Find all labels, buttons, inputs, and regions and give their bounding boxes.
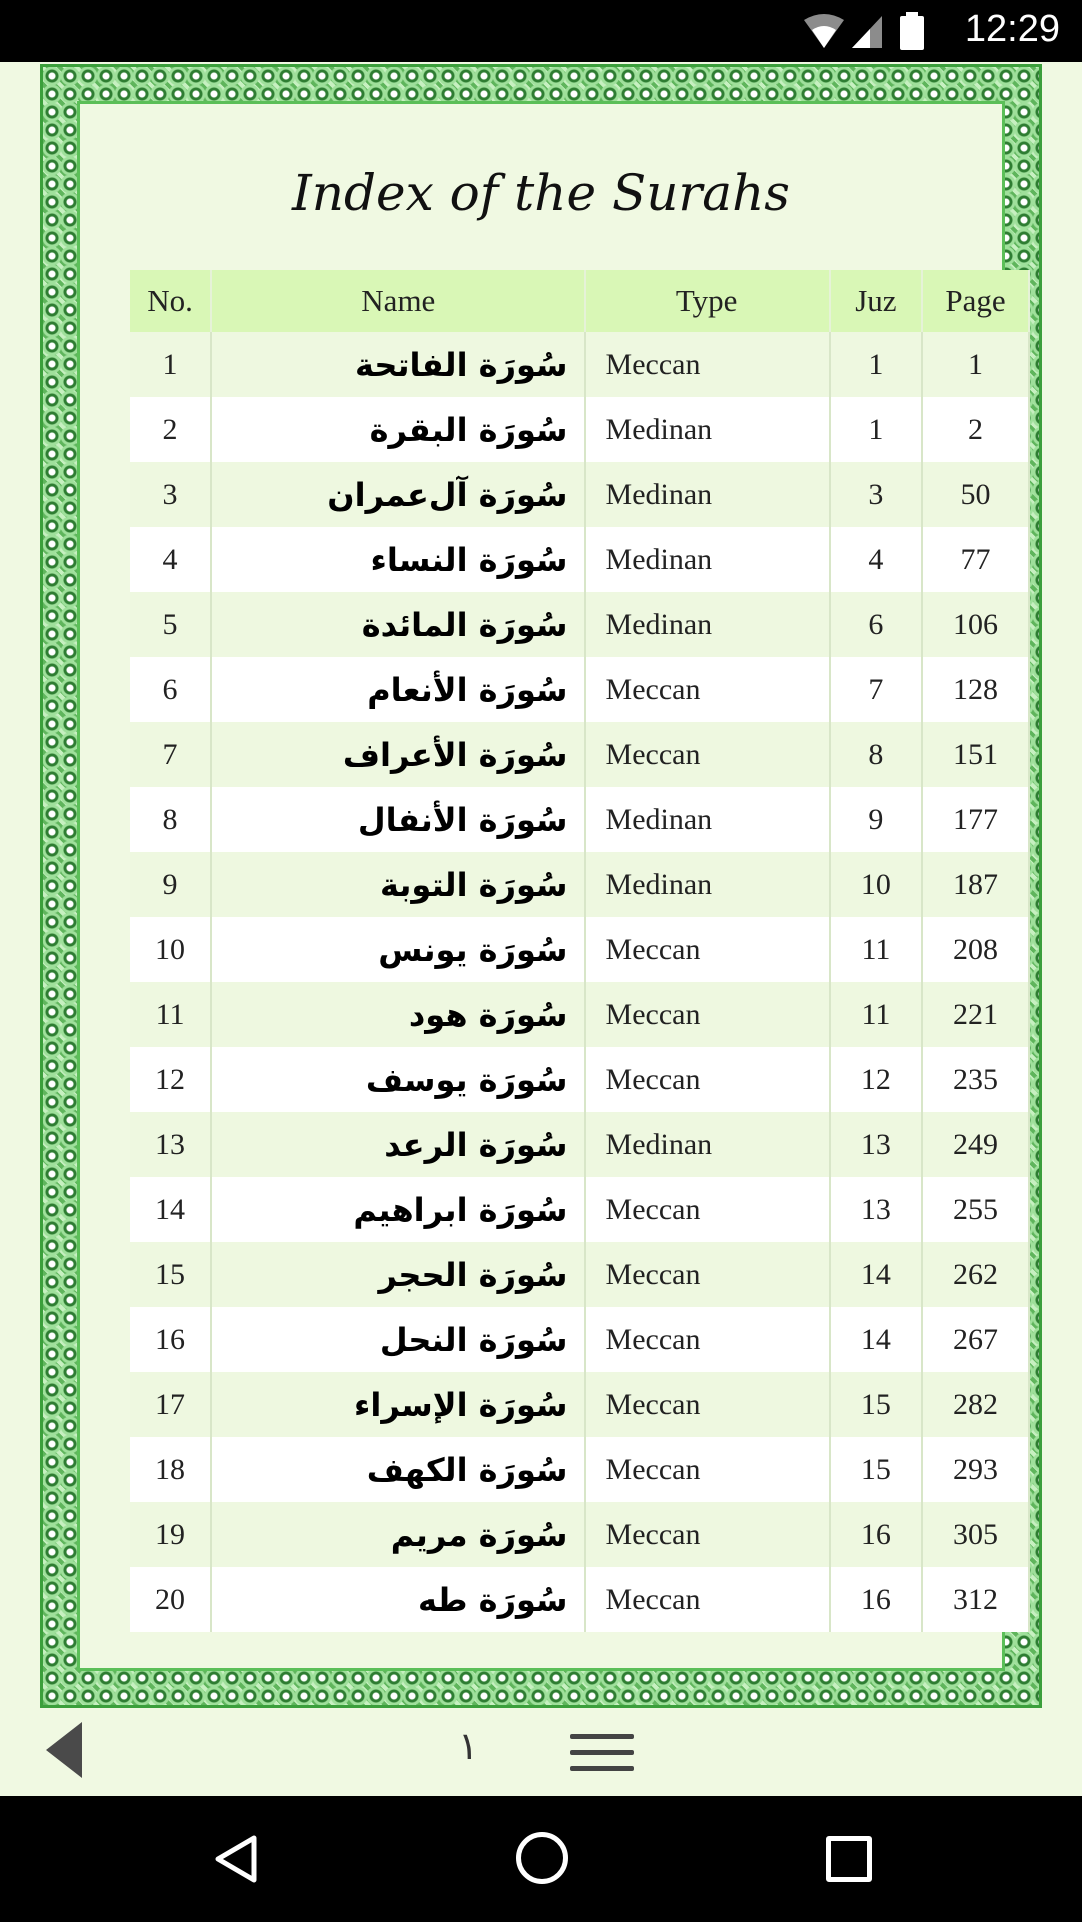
cell-page: 2 bbox=[922, 397, 1029, 462]
cell-page: 221 bbox=[922, 982, 1029, 1047]
cell-juz: 16 bbox=[830, 1502, 922, 1567]
cell-type: Meccan bbox=[585, 1177, 830, 1242]
table-row[interactable] bbox=[130, 527, 1029, 592]
cell-name: سُورَة الرعد bbox=[211, 1112, 584, 1177]
table-row[interactable] bbox=[130, 1502, 1029, 1567]
cell-juz: 11 bbox=[830, 982, 922, 1047]
column-header-type: Type bbox=[585, 270, 830, 332]
cell-juz: 6 bbox=[830, 592, 922, 657]
back-arrow-icon[interactable] bbox=[46, 1722, 82, 1778]
cell-juz: 1 bbox=[830, 397, 922, 462]
nav-recent-icon[interactable] bbox=[826, 1836, 872, 1882]
table-row[interactable] bbox=[130, 1372, 1029, 1437]
cell-no: 14 bbox=[130, 1177, 211, 1242]
cell-type: Meccan bbox=[585, 1502, 830, 1567]
table-row[interactable] bbox=[130, 917, 1029, 982]
cell-no: 18 bbox=[130, 1437, 211, 1502]
cell-type: Meccan bbox=[585, 1437, 830, 1502]
cell-type: Medinan bbox=[585, 592, 830, 657]
cell-juz: 11 bbox=[830, 917, 922, 982]
table-row[interactable] bbox=[130, 1047, 1029, 1112]
page-title: Index of the Surahs bbox=[292, 164, 790, 222]
cell-name: سُورَة المائدة bbox=[211, 592, 584, 657]
cell-type: Meccan bbox=[585, 657, 830, 722]
column-header-no: No. bbox=[130, 270, 211, 332]
cell-no: 7 bbox=[130, 722, 211, 787]
cell-no: 11 bbox=[130, 982, 211, 1047]
table-row[interactable] bbox=[130, 722, 1029, 787]
cell-name: سُورَة الحجر bbox=[211, 1242, 584, 1307]
cell-page: 255 bbox=[922, 1177, 1029, 1242]
menu-icon[interactable] bbox=[570, 1734, 634, 1774]
cell-page: 208 bbox=[922, 917, 1029, 982]
cell-type: Medinan bbox=[585, 787, 830, 852]
cell-no: 9 bbox=[130, 852, 211, 917]
cell-type: Medinan bbox=[585, 527, 830, 592]
table-row[interactable] bbox=[130, 982, 1029, 1047]
app-controls bbox=[0, 1708, 1082, 1796]
cell-type: Medinan bbox=[585, 852, 830, 917]
page-content bbox=[77, 101, 1005, 1671]
cell-name: سُورَة الأنفال bbox=[211, 787, 584, 852]
cell-juz: 4 bbox=[830, 527, 922, 592]
table-row[interactable] bbox=[130, 1242, 1029, 1307]
cell-no: 5 bbox=[130, 592, 211, 657]
status-bar bbox=[0, 0, 1082, 62]
cell-page: 293 bbox=[922, 1437, 1029, 1502]
table-row[interactable] bbox=[130, 657, 1029, 722]
nav-back-icon[interactable] bbox=[212, 1834, 258, 1884]
cell-page: 187 bbox=[922, 852, 1029, 917]
cell-no: 6 bbox=[130, 657, 211, 722]
page-number: ١ bbox=[458, 1724, 479, 1768]
cell-no: 20 bbox=[130, 1567, 211, 1632]
cell-no: 4 bbox=[130, 527, 211, 592]
nav-home-icon[interactable] bbox=[516, 1832, 568, 1884]
cell-juz: 12 bbox=[830, 1047, 922, 1112]
cell-type: Meccan bbox=[585, 1242, 830, 1307]
table-row[interactable] bbox=[130, 462, 1029, 527]
decorative-frame bbox=[40, 64, 1042, 1708]
cell-name: سُورَة يونس bbox=[211, 917, 584, 982]
cell-juz: 13 bbox=[830, 1112, 922, 1177]
cell-no: 10 bbox=[130, 917, 211, 982]
cell-type: Meccan bbox=[585, 982, 830, 1047]
cell-name: سُورَة الأعراف bbox=[211, 722, 584, 787]
cell-juz: 10 bbox=[830, 852, 922, 917]
cell-juz: 1 bbox=[830, 332, 922, 397]
cell-name: سُورَة ابراهيم bbox=[211, 1177, 584, 1242]
cell-name: سُورَة الفاتحة bbox=[211, 332, 584, 397]
cell-no: 15 bbox=[130, 1242, 211, 1307]
cell-page: 1 bbox=[922, 332, 1029, 397]
cell-page: 312 bbox=[922, 1567, 1029, 1632]
table-row[interactable] bbox=[130, 592, 1029, 657]
cell-juz: 13 bbox=[830, 1177, 922, 1242]
cell-type: Meccan bbox=[585, 917, 830, 982]
cell-name: سُورَة هود bbox=[211, 982, 584, 1047]
table-row[interactable] bbox=[130, 1307, 1029, 1372]
cell-page: 106 bbox=[922, 592, 1029, 657]
column-header-juz: Juz bbox=[830, 270, 922, 332]
cell-name: سُورَة النحل bbox=[211, 1307, 584, 1372]
table-row[interactable] bbox=[130, 1112, 1029, 1177]
cell-name: سُورَة البقرة bbox=[211, 397, 584, 462]
cell-page: 151 bbox=[922, 722, 1029, 787]
cell-type: Meccan bbox=[585, 722, 830, 787]
cell-name: سُورَة الكهف bbox=[211, 1437, 584, 1502]
cell-juz: 16 bbox=[830, 1567, 922, 1632]
table-header-row bbox=[130, 270, 1029, 332]
cell-name: سُورَة الأنعام bbox=[211, 657, 584, 722]
cell-page: 282 bbox=[922, 1372, 1029, 1437]
cell-juz: 9 bbox=[830, 787, 922, 852]
cell-name: سُورَة مريم bbox=[211, 1502, 584, 1567]
cell-type: Medinan bbox=[585, 1112, 830, 1177]
table-row[interactable] bbox=[130, 1567, 1029, 1632]
cell-type: Meccan bbox=[585, 332, 830, 397]
wifi-icon bbox=[804, 14, 844, 48]
cell-name: سُورَة الإسراء bbox=[211, 1372, 584, 1437]
table-body bbox=[130, 332, 1029, 1632]
cell-type: Meccan bbox=[585, 1567, 830, 1632]
cell-page: 77 bbox=[922, 527, 1029, 592]
cell-page: 262 bbox=[922, 1242, 1029, 1307]
cell-page: 305 bbox=[922, 1502, 1029, 1567]
table-row[interactable] bbox=[130, 1437, 1029, 1502]
status-time: 12:29 bbox=[964, 8, 1060, 50]
cell-no: 13 bbox=[130, 1112, 211, 1177]
status-icons bbox=[802, 12, 932, 52]
cell-no: 3 bbox=[130, 462, 211, 527]
cell-page: 249 bbox=[922, 1112, 1029, 1177]
cell-page: 267 bbox=[922, 1307, 1029, 1372]
cell-juz: 15 bbox=[830, 1437, 922, 1502]
cell-page: 128 bbox=[922, 657, 1029, 722]
surah-index-table bbox=[130, 270, 1030, 1632]
cell-name: سُورَة يوسف bbox=[211, 1047, 584, 1112]
cell-name: سُورَة التوبة bbox=[211, 852, 584, 917]
cell-name: سُورَة آل‌عمران bbox=[211, 462, 584, 527]
cell-type: Medinan bbox=[585, 397, 830, 462]
cell-type: Meccan bbox=[585, 1372, 830, 1437]
cell-juz: 14 bbox=[830, 1307, 922, 1372]
table-row[interactable] bbox=[130, 397, 1029, 462]
table-row[interactable] bbox=[130, 787, 1029, 852]
battery-icon bbox=[900, 12, 924, 50]
column-header-name: Name bbox=[211, 270, 584, 332]
cell-no: 17 bbox=[130, 1372, 211, 1437]
cell-juz: 7 bbox=[830, 657, 922, 722]
cell-no: 2 bbox=[130, 397, 211, 462]
cell-juz: 8 bbox=[830, 722, 922, 787]
column-header-page: Page bbox=[922, 270, 1029, 332]
cell-no: 16 bbox=[130, 1307, 211, 1372]
cell-juz: 3 bbox=[830, 462, 922, 527]
cell-no: 8 bbox=[130, 787, 211, 852]
signal-icon bbox=[852, 16, 882, 48]
cell-type: Medinan bbox=[585, 462, 830, 527]
cell-type: Meccan bbox=[585, 1047, 830, 1112]
cell-juz: 14 bbox=[830, 1242, 922, 1307]
cell-no: 12 bbox=[130, 1047, 211, 1112]
cell-no: 19 bbox=[130, 1502, 211, 1567]
cell-page: 235 bbox=[922, 1047, 1029, 1112]
cell-name: سُورَة النساء bbox=[211, 527, 584, 592]
table-row[interactable] bbox=[130, 852, 1029, 917]
system-nav-bar bbox=[0, 1796, 1082, 1922]
cell-juz: 15 bbox=[830, 1372, 922, 1437]
table-row[interactable] bbox=[130, 332, 1029, 397]
cell-page: 177 bbox=[922, 787, 1029, 852]
cell-no: 1 bbox=[130, 332, 211, 397]
cell-type: Meccan bbox=[585, 1307, 830, 1372]
cell-page: 50 bbox=[922, 462, 1029, 527]
table-row[interactable] bbox=[130, 1177, 1029, 1242]
cell-name: سُورَة طه bbox=[211, 1567, 584, 1632]
